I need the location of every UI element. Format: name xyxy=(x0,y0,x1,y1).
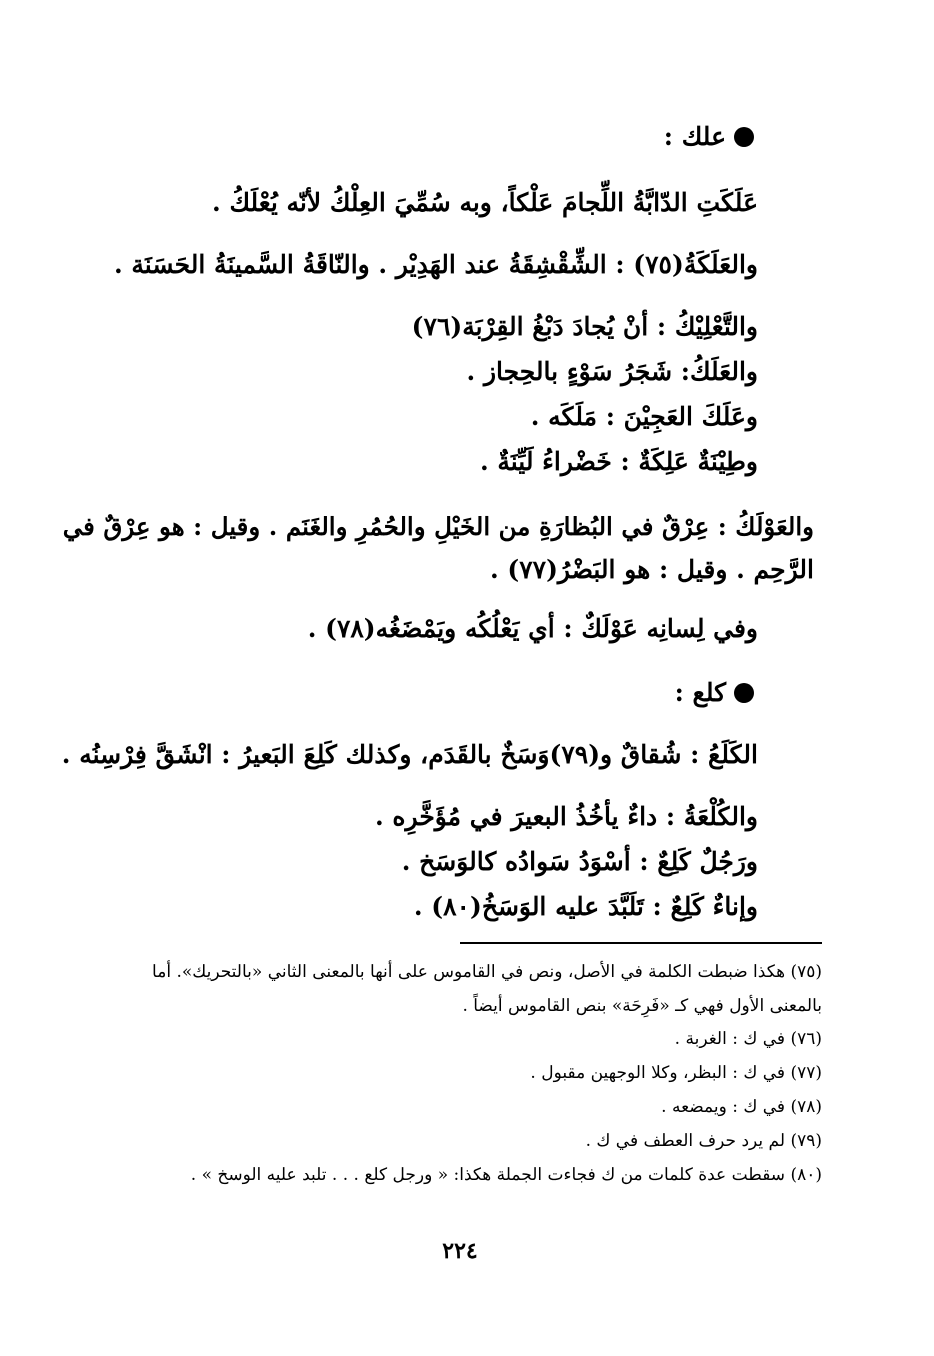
entry-line: وإناءٌ كَلِعٌ : تَلَبَّدَ عليه الوَسَخُ(٨٠) . xyxy=(413,892,758,921)
entry-line: ورَجُلٌ كَلِعٌ : أسْوَدُ سَوادُه كالوَسَخ . xyxy=(401,847,758,876)
entry-line: والكُلْعَةُ : داءٌ يأخُذُ البعيرَ في مُؤَخَّرِه . xyxy=(375,802,758,831)
bullet-icon xyxy=(734,683,754,703)
entry-line: والتَّعْلِيْكُ : أنْ يُجادَ دَبْغُ القِرْبَة(٧٦) xyxy=(411,312,758,341)
entry-line: عَلَكَتِ الدّابَّةُ اللِّجامَ عَلْكاً، وبه سُمِّيَ العِلْكُ لأنّه يُعْلَكُ . xyxy=(212,188,758,217)
entry-heading xyxy=(675,676,754,710)
bullet-icon xyxy=(734,127,754,147)
entry-line: وفي لِسانِه عَوْلَكٌ : أي يَعْلُكُه ويَمْضَغُه(٧٨) . xyxy=(307,614,758,643)
footnote: (٧٧) في ك : البظر، وكلا الوجهين مقبول . xyxy=(530,1063,822,1083)
footnote: (٧٦) في ك : الغربة . xyxy=(674,1029,822,1049)
entry-heading xyxy=(664,120,754,154)
entry-line: وعَلَكَ العَجِيْنَ : مَلَكَه . xyxy=(530,402,758,431)
entry-heading-label: علك : xyxy=(663,122,726,151)
entry-line: وطِيْنَةٌ عَلِكَةٌ : خَضْراءُ لَيِّنَةٌ . xyxy=(479,447,758,476)
entry-line: والعَلَكَةُ(٧٥) : الشِّقْشِقَةُ عند الهَدِيْر . والنّاقَةُ السَّمينَةُ الحَسَنَة . xyxy=(114,250,758,279)
footnote: (٧٨) في ك : ويمضعه . xyxy=(661,1097,822,1117)
entry-line: والعَوْلَكُ : عِرْقٌ في البُظارَةِ من الخَيْلِ والحُمُرِ والغَنَم . وقيل : هو عِرْقٌ في xyxy=(62,512,814,541)
footnote: (٧٩) لم يرد حرف العطف في ك . xyxy=(585,1131,822,1151)
page-number: ٢٢٤ xyxy=(442,1238,478,1264)
entry-line: والعَلَكُ: شَجَرُ سَوْءٍ بالحِجاز . xyxy=(466,357,758,386)
footnote-separator xyxy=(460,942,822,944)
entry-line: الرَّحِم . وقيل : هو البَضْرُ(٧٧) . xyxy=(489,555,814,584)
footnote: (٨٠) سقطت عدة كلمات من ك فجاءت الجملة هكذا: « ورجل كلع . . . تلبد عليه الوسخ » . xyxy=(190,1165,822,1185)
footnote: (٧٥) هكذا ضبطت الكلمة في الأصل، ونص في القاموس على أنها بالمعنى الثاني «بالتحريك». أما xyxy=(152,962,822,982)
entry-heading-label: كلع : xyxy=(674,678,726,707)
footnote: بالمعنى الأول فهي كـ «فَرِحَة» بنص القاموس أيضاً . xyxy=(462,996,822,1016)
entry-line: الكَلَعُ : شُقاقٌ و(٧٩)وَسَخٌ بالقَدَم، وكذلك كَلِعَ البَعيرُ : انْشَقَّ فِرْسِنُه . xyxy=(61,740,758,769)
